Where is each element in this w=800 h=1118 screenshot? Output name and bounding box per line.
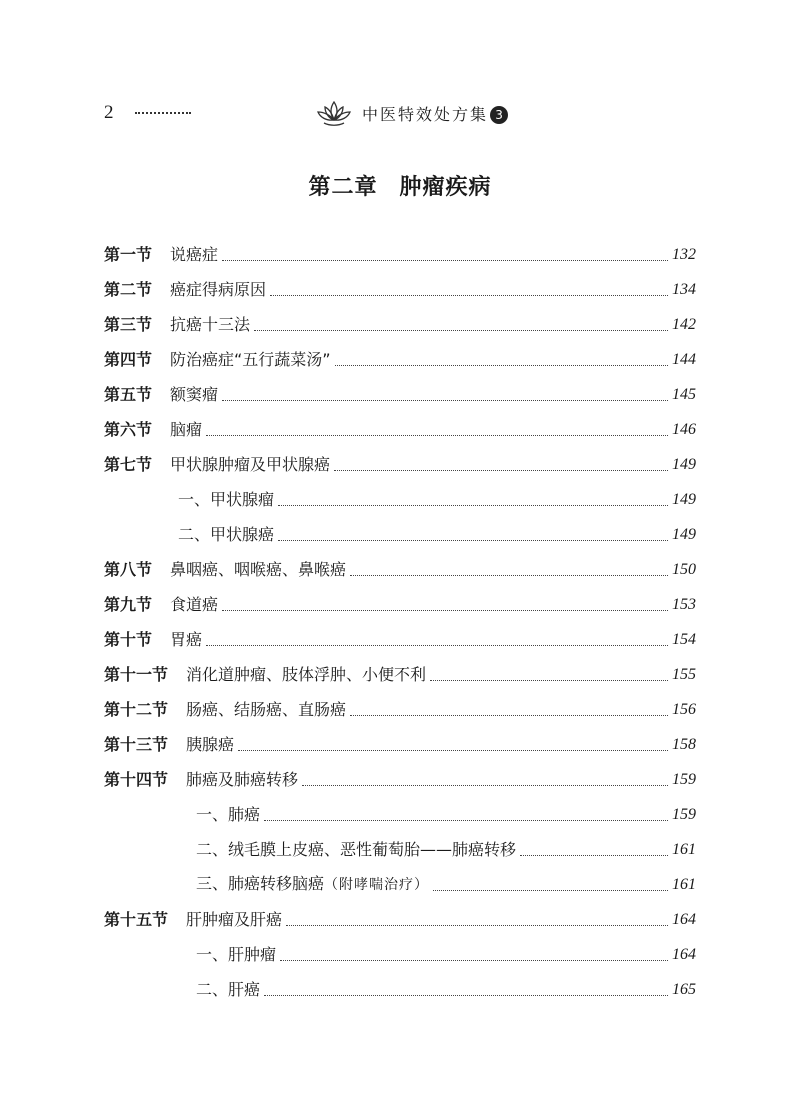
toc-title: 胰腺癌 xyxy=(186,735,235,754)
toc-page-number: 132 xyxy=(672,246,696,263)
table-of-contents xyxy=(104,237,696,1007)
dot-leader xyxy=(270,295,668,296)
toc-section-number: 第二节 xyxy=(104,280,153,299)
volume-badge: 3 xyxy=(490,106,508,124)
toc-page-number: 158 xyxy=(672,736,696,753)
toc-section-number: 第十五节 xyxy=(104,910,169,929)
toc-page-number: 145 xyxy=(672,386,696,403)
toc-section-number: 第四节 xyxy=(104,350,153,369)
toc-title: 癌症得病原因 xyxy=(170,280,267,299)
dot-leader xyxy=(520,855,668,856)
toc-entry-label xyxy=(104,734,234,762)
toc-entry[interactable] xyxy=(104,447,696,482)
chapter-title xyxy=(0,170,800,201)
toc-title: 肺癌及肺癌转移 xyxy=(186,770,299,789)
dot-leader xyxy=(264,820,668,821)
toc-page-number: 155 xyxy=(672,666,696,683)
toc-page-number: 146 xyxy=(672,421,696,438)
toc-entry-label xyxy=(104,979,260,1007)
dot-leader xyxy=(302,785,668,786)
dot-leader xyxy=(334,470,668,471)
toc-title: 额窦瘤 xyxy=(170,385,219,404)
dot-leader xyxy=(278,540,668,541)
toc-title: 鼻咽癌、咽喉癌、鼻喉癌 xyxy=(170,560,347,579)
toc-entry-label xyxy=(104,559,346,587)
header-dot-leader xyxy=(135,112,191,114)
toc-page-number: 144 xyxy=(672,351,696,368)
toc-section-number: 第七节 xyxy=(104,455,153,474)
toc-entry[interactable] xyxy=(104,727,696,762)
toc-entry[interactable] xyxy=(104,797,696,832)
toc-title: 防治癌症“五行蔬菜汤” xyxy=(170,350,331,369)
toc-page-number: 153 xyxy=(672,596,696,613)
toc-entry-label xyxy=(104,944,276,972)
toc-entry-label xyxy=(104,769,298,797)
toc-title: 一、肺癌 xyxy=(196,805,261,824)
dot-leader xyxy=(286,925,668,926)
toc-title: 二、肝癌 xyxy=(196,980,261,999)
toc-title: 胃癌 xyxy=(170,630,203,649)
toc-section-number: 第十四节 xyxy=(104,770,169,789)
chapter-number: 第二章 xyxy=(308,175,378,200)
toc-title: 甲状腺肿瘤及甲状腺癌 xyxy=(170,455,331,474)
toc-title: 食道癌 xyxy=(170,595,219,614)
toc-entry-label xyxy=(104,489,274,517)
toc-section-number: 第一节 xyxy=(104,245,153,264)
toc-entry[interactable] xyxy=(104,622,696,657)
toc-page-number: 149 xyxy=(672,456,696,473)
book-title-text: 中医特效处方集 xyxy=(362,105,489,124)
page-number: 2 xyxy=(104,102,114,123)
dot-leader xyxy=(278,505,668,506)
toc-page-number: 149 xyxy=(672,526,696,543)
toc-title: 抗癌十三法 xyxy=(170,315,251,334)
dot-leader xyxy=(222,400,668,401)
toc-entry[interactable] xyxy=(104,272,696,307)
dot-leader xyxy=(254,330,668,331)
toc-title: 说癌症 xyxy=(170,245,219,264)
toc-title: 一、甲状腺瘤 xyxy=(178,490,275,509)
toc-entry[interactable] xyxy=(104,307,696,342)
toc-entry-label xyxy=(104,524,274,552)
toc-page-number: 161 xyxy=(672,876,696,893)
toc-entry[interactable] xyxy=(104,482,696,517)
toc-entry-label xyxy=(104,279,266,307)
chapter-name: 肿瘤疾病 xyxy=(399,175,492,200)
toc-entry-label xyxy=(104,839,516,867)
toc-entry-label xyxy=(104,349,331,377)
toc-section-number: 第六节 xyxy=(104,420,153,439)
book-title xyxy=(362,102,508,125)
toc-title: 消化道肿瘤、肢体浮肿、小便不利 xyxy=(186,665,427,684)
toc-title: 肝肿瘤及肝癌 xyxy=(186,910,283,929)
toc-entry[interactable] xyxy=(104,937,696,972)
toc-page-number: 164 xyxy=(672,946,696,963)
toc-entry[interactable] xyxy=(104,552,696,587)
toc-entry-label xyxy=(104,699,346,727)
toc-entry[interactable] xyxy=(104,377,696,412)
toc-entry-label xyxy=(104,594,218,622)
toc-entry[interactable] xyxy=(104,517,696,552)
toc-title: 脑瘤 xyxy=(170,420,203,439)
dot-leader xyxy=(350,715,668,716)
toc-entry-label xyxy=(104,664,426,692)
toc-section-number: 第十二节 xyxy=(104,700,169,719)
toc-entry[interactable] xyxy=(104,972,696,1007)
toc-page-number: 159 xyxy=(672,771,696,788)
toc-page-number: 149 xyxy=(672,491,696,508)
dot-leader xyxy=(430,680,668,681)
toc-page-number: 154 xyxy=(672,631,696,648)
toc-entry[interactable] xyxy=(104,867,696,902)
toc-entry[interactable] xyxy=(104,237,696,272)
toc-entry-label xyxy=(104,419,202,447)
toc-entry-label xyxy=(104,454,330,482)
toc-title: 二、绒毛膜上皮癌、恶性葡萄胎——肺癌转移 xyxy=(196,840,517,859)
toc-entry[interactable] xyxy=(104,657,696,692)
toc-section-number: 第十节 xyxy=(104,630,153,649)
dot-leader xyxy=(433,890,668,891)
toc-page-number: 161 xyxy=(672,841,696,858)
toc-entry-label xyxy=(104,314,250,342)
toc-section-number: 第八节 xyxy=(104,560,153,579)
dot-leader xyxy=(222,610,668,611)
toc-title-note: （附哮喘治疗） xyxy=(324,877,430,893)
toc-entry[interactable] xyxy=(104,342,696,377)
toc-title: 二、甲状腺癌 xyxy=(178,525,275,544)
toc-page-number: 156 xyxy=(672,701,696,718)
toc-entry-label xyxy=(104,244,218,272)
toc-section-number: 第九节 xyxy=(104,595,153,614)
toc-entry[interactable] xyxy=(104,587,696,622)
toc-section-number: 第三节 xyxy=(104,315,153,334)
dot-leader xyxy=(350,575,668,576)
dot-leader xyxy=(280,960,668,961)
dot-leader xyxy=(238,750,668,751)
lotus-icon xyxy=(316,98,352,128)
toc-page-number: 164 xyxy=(672,911,696,928)
toc-page-number: 165 xyxy=(672,981,696,998)
toc-title: 三、肺癌转移脑癌 xyxy=(196,874,325,893)
toc-page-number: 150 xyxy=(672,561,696,578)
toc-page-number: 134 xyxy=(672,281,696,298)
toc-entry[interactable] xyxy=(104,902,696,937)
dot-leader xyxy=(206,435,668,436)
toc-entry[interactable] xyxy=(104,412,696,447)
toc-entry-label xyxy=(104,384,218,412)
dot-leader xyxy=(222,260,668,261)
toc-title: 一、肝肿瘤 xyxy=(196,945,277,964)
toc-entry[interactable] xyxy=(104,692,696,727)
dot-leader xyxy=(264,995,668,996)
toc-entry[interactable] xyxy=(104,762,696,797)
dot-leader xyxy=(206,645,668,646)
toc-section-number: 第十三节 xyxy=(104,735,169,754)
toc-entry-label xyxy=(104,873,429,902)
toc-page-number: 142 xyxy=(672,316,696,333)
toc-section-number: 第十一节 xyxy=(104,665,169,684)
toc-entry-label xyxy=(104,804,260,832)
toc-section-number: 第五节 xyxy=(104,385,153,404)
toc-page-number: 159 xyxy=(672,806,696,823)
running-header xyxy=(0,98,800,134)
toc-entry-label xyxy=(104,909,282,937)
toc-title: 肠癌、结肠癌、直肠癌 xyxy=(186,700,347,719)
toc-entry[interactable] xyxy=(104,832,696,867)
toc-entry-label xyxy=(104,629,202,657)
dot-leader xyxy=(335,365,668,366)
